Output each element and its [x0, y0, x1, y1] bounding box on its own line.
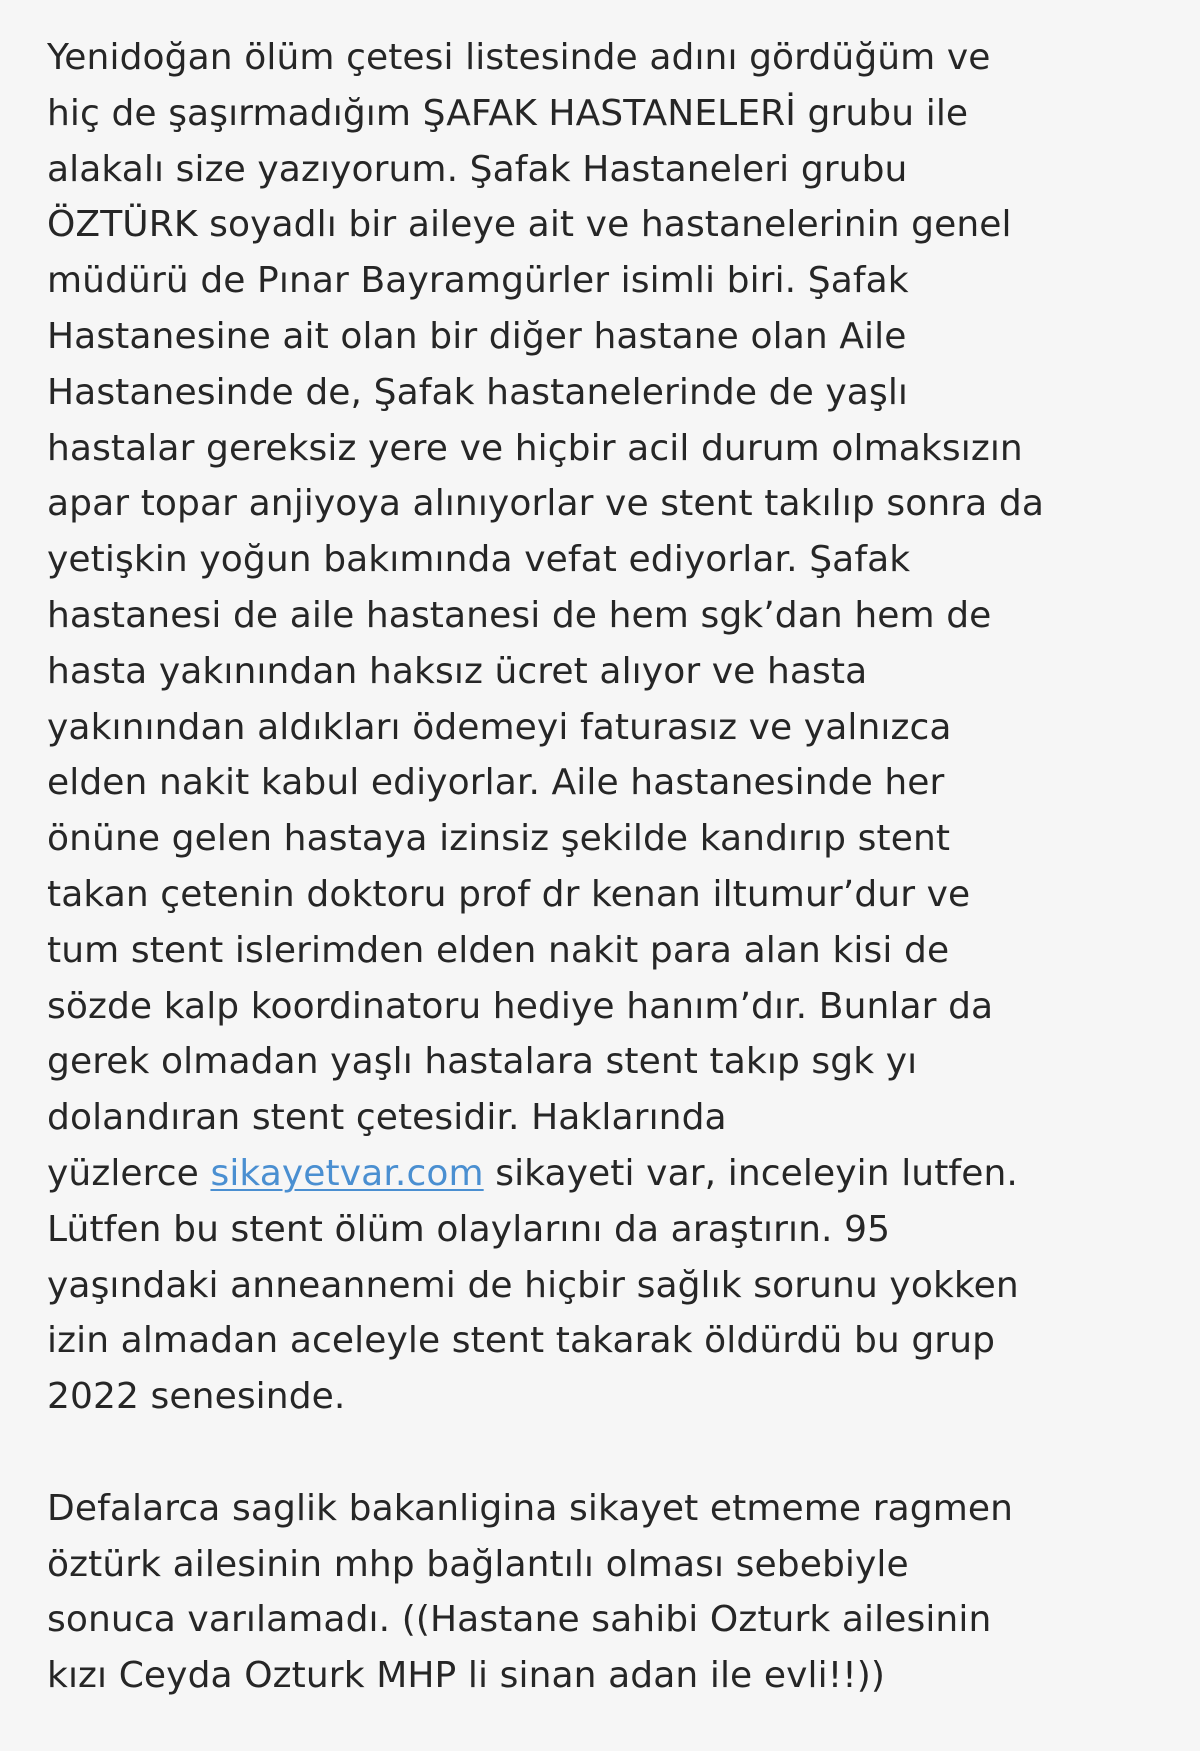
paragraph-gap — [47, 1425, 1167, 1481]
text-line: hastalar gereksiz yere ve hiçbir acil durum olmaksızın — [47, 427, 1023, 469]
text-fragment: yüzlerce — [47, 1152, 211, 1194]
text-line: hasta yakınından haksız ücret alıyor ve hasta — [47, 650, 868, 692]
text-line: izin almadan aceleyle stent takarak öldürdü bu grup — [47, 1320, 996, 1362]
text-line: 2022 senesinde. — [47, 1376, 346, 1418]
text-line: tum stent islerimden elden nakit para alan kisi de — [47, 929, 950, 971]
text-line: yetişkin yoğun bakımında vefat ediyorlar. Şafak — [47, 539, 911, 581]
text-fragment: sikayeti var, inceleyin lutfen. — [483, 1152, 1018, 1194]
text-line: dolandıran stent çetesidir. Haklarında — [47, 1097, 727, 1139]
text-line: Hastanesinde de, Şafak hastanelerinde de yaşlı — [47, 371, 909, 413]
text-line: elden nakit kabul ediyorlar. Aile hastanesinde her — [47, 762, 945, 804]
text-line: Yenidoğan ölüm çetesi listesinde adını gördüğüm ve — [47, 37, 991, 78]
text-line: kızı Ceyda Ozturk MHP li sinan adan ile evli!!)) — [47, 1655, 886, 1697]
text-line: gerek olmadan yaşlı hastalara stent takıp sgk yı — [47, 1041, 918, 1083]
text-line: takan çetenin doktoru prof dr kenan iltumur’dur ve — [47, 873, 971, 915]
text-line: ÖZTÜRK soyadlı bir aileye ait ve hastanelerinin genel — [47, 204, 1012, 246]
sikayetvar-link[interactable]: sikayetvar.com — [210, 1152, 484, 1194]
text-line: Lütfen bu stent ölüm olaylarını da araştırın. 95 — [47, 1208, 891, 1250]
text-line: hastanesi de aile hastanesi de hem sgk’dan hem de — [47, 594, 992, 636]
text-line: Hastanesine ait olan bir diğer hastane olan Aile — [47, 315, 907, 357]
text-line: sonuca varılamadı. ((Hastane sahibi Ozturk ailesinin — [47, 1599, 992, 1641]
text-line: apar topar anjiyoya alınıyorlar ve stent takılıp sonra da — [47, 483, 1044, 525]
text-line-with-link — [47, 1146, 1167, 1202]
text-line: yaşındaki anneannemi de hiçbir sağlık sorunu yokken — [47, 1264, 1019, 1306]
text-line: hiç de şaşırmadığım ŞAFAK HASTANELERİ grubu ile — [47, 92, 969, 134]
text-line: öztürk ailesinin mhp bağlantılı olması sebebiyle — [47, 1543, 909, 1585]
text-line: önüne gelen hastaya izinsiz şekilde kandırıp stent — [47, 818, 951, 860]
text-line: alakalı size yazıyorum. Şafak Hastaneleri grubu — [47, 148, 908, 190]
text-line: sözde kalp koordinatoru hediye hanım’dır. Bunlar da — [47, 985, 994, 1027]
message-body — [47, 30, 1167, 1704]
text-line: yakınından aldıkları ödemeyi faturasız ve yalnızca — [47, 706, 952, 748]
text-line: Defalarca saglik bakanligina sikayet etmeme ragmen — [47, 1487, 1014, 1529]
text-line: müdürü de Pınar Bayramgürler isimli biri. Şafak — [47, 260, 909, 302]
